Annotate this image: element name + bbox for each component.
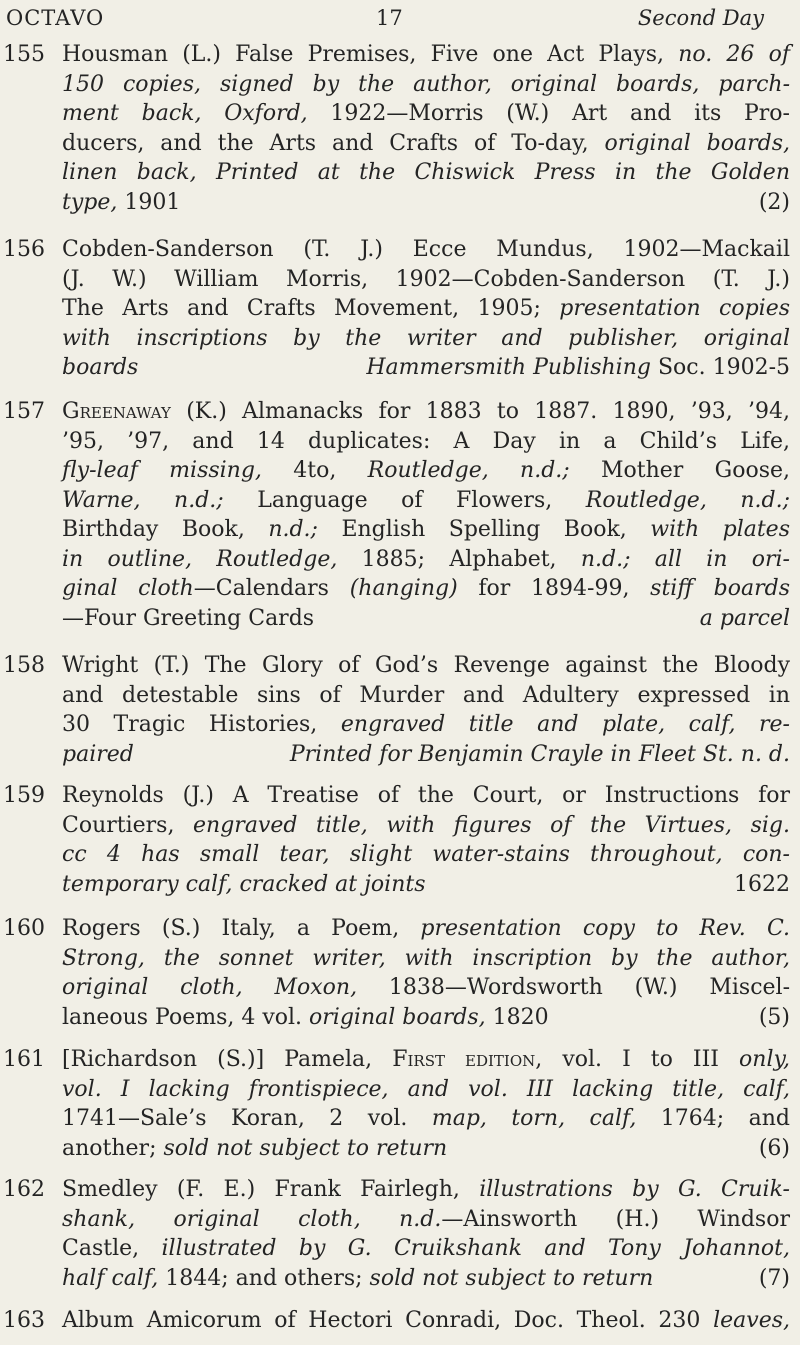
lot-description: [Richardson (S.)] Pamela, First edition, vol. I to III only, vol. I lacking frontispiece, and vol. III lacking title, calf, 1741—Sale’s Koran, 2 vol. map, torn, calf, 1764; and another; sold not subject to return (6) — [62, 1045, 790, 1163]
lot-description: Greenaway (K.) Almanacks for 1883 to 1887. 1890, ’93, ’94, ’95, ’97, and 14 duplicates: A Day in a Child’s Life, fly-leaf missing, 4to, Routledge, n.d.; Mother Goose, Warne, n.d.; Language of Flowers, Routledge, n.d.; Birthday Book, n.d.; English Spelling Book, with plates in outline, Routledge, 1885; Alphabet, n.d.; all in ori- ginal cloth—Calendars (hanging) for 1894-99, stiff boards —Four Greeting Cards a parcel — [62, 399, 791, 631]
lot-number: 159 — [3, 783, 45, 808]
lot-number: 155 — [3, 42, 45, 67]
lot-number: 162 — [3, 1177, 45, 1202]
lot-price: (2) — [758, 189, 790, 215]
lot-price: (7) — [758, 1265, 790, 1291]
lot-description: Wright (T.) The Glory of God’s Revenge against the Bloody and detestable sins of Murder and Adultery expressed in 30 Tragic Histories, engraved title and plate, calf, re- paired Printed for Benjamin Crayle in Fleet St. n. d. — [62, 653, 790, 767]
lot-price: 1622 — [734, 871, 790, 897]
lot-number: 157 — [3, 399, 45, 424]
lot-description: Album Amicorum of Hectori Conradi, Doc. Theol. 230 leaves, — [62, 1308, 790, 1333]
page-number: 17 — [376, 6, 403, 30]
lot-price: (6) — [758, 1135, 790, 1161]
page-header — [0, 4, 800, 36]
lot-number: 156 — [3, 237, 45, 262]
lot-description: Smedley (F. E.) Frank Fairlegh, illustrations by G. Cruik- shank, original cloth, n.d.—Ainsworth (H.) Windsor Castle, illustrated by G. Cruikshank and Tony Johannot, half calf, 1844; and others; sold not subject to return (7) — [62, 1175, 790, 1293]
lot-description: Cobden-Sanderson (T. J.) Ecce Mundus, 1902—Mackail (J. W.) William Morris, 1902—Cobden-Sanderson (T. J.) The Arts and Crafts Movement, 1905; presentation copies with inscriptions by the writer and publisher, original boards Hammersmith Publishing Soc. 1902-5 — [62, 237, 790, 380]
lot-number: 163 — [3, 1308, 45, 1333]
format-label: OCTAVO — [6, 6, 105, 30]
lot-number: 158 — [3, 653, 45, 678]
sale-day: Second Day — [637, 6, 764, 30]
lot-description: Rogers (S.) Italy, a Poem, presentation copy to Rev. C. Strong, the sonnet writer, with inscription by the author, original cloth, Moxon, 1838—Wordsworth (W.) Miscel- laneous Poems, 4 vol. original boards, 1820 (5) — [62, 914, 790, 1032]
lot-description: Housman (L.) False Premises, Five one Act Plays, no. 26 of 150 copies, signed by the author, original boards, parch- ment back, Oxford, 1922—Morris (W.) Art and its Pro- ducers, and the Arts and Crafts of To-day, original boards, linen back, Printed at the Chiswick Press in the Golden type, 1901 (2) — [62, 40, 790, 217]
lot-number: 161 — [3, 1047, 45, 1072]
lot-description: Reynolds (J.) A Treatise of the Court, or Instructions for Courtiers, engraved title, with figures of the Virtues, sig. cc 4 has small tear, slight water-stains throughout, con- temporary calf, cracked at joints 1622 — [62, 781, 790, 899]
lot-number: 160 — [3, 916, 45, 941]
lot-price: (5) — [758, 1004, 790, 1030]
